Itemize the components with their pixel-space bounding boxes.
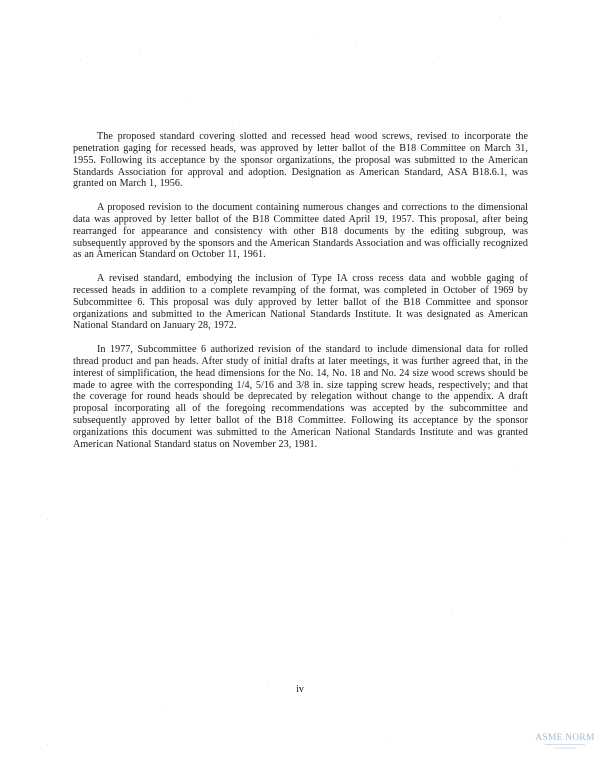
watermark — [533, 733, 597, 750]
paragraph-4: In 1977, Subcommittee 6 authorized revision of the standard to include dimensional data for rolled thread product and pan heads. After study of initial drafts at later meetings, it was further agreed that, in the interest of simplification, the head dimensions for the No. 14, No. 18 and No. 24 size wood screws should be made to agree with the corresponding 1/4, 5/16 and 3/8 in. size tapping screw heads, respectively; and that the coverage for round heads should be deprecated by relegation without change to the appendix. A draft proposal incorporating all of the foregoing recommendations was accepted by the subcommittee and subsequently approved by letter ballot of the B18 Committee. Following its acceptance by the sponsor organizations this document was submitted to the American National Standards Institute and was granted American National Standard status on November 23, 1981. — [73, 344, 528, 450]
paragraph-2: A proposed revision to the document containing numerous changes and corrections to the dimensional data was approved by letter ballot of the B18 Committee dated April 19, 1957. This proposal, after being rearranged for appearance and consistency with other B18 documents by the editing subgroup, was subsequently approved by the sponsors and the American Standards Association and was officially recognized as an American Standard on October 11, 1961. — [73, 202, 528, 261]
paragraph-1: The proposed standard covering slotted and recessed head wood screws, revised to incorporate the penetration gaging for recessed heads, was approved by letter ballot of the B18 Committee on March 31, 1955. Following its acceptance by the sponsor organizations, the proposal was submitted to the American Standards Association for approval and adoption. Designation as American Standard, ASA B18.6.1, was granted on March 1, 1956. — [73, 131, 528, 190]
page-number: iv — [296, 684, 304, 695]
document-body — [73, 131, 528, 462]
watermark-title: ASME NORM — [535, 733, 595, 743]
paragraph-3: A revised standard, embodying the inclusion of Type IA cross recess data and wobble gaging of recessed heads in addition to a complete revamping of the format, was completed in October of 1969 by Subcommittee 6. This proposal was duly approved by letter ballot of the B18 Committee and sponsor organizations and submitted to the American National Standards Institute. It was designated as American National Standard on January 28, 1972. — [73, 273, 528, 332]
watermark-divider — [545, 744, 585, 745]
watermark-subtitle: STANDARDS — [553, 745, 576, 750]
